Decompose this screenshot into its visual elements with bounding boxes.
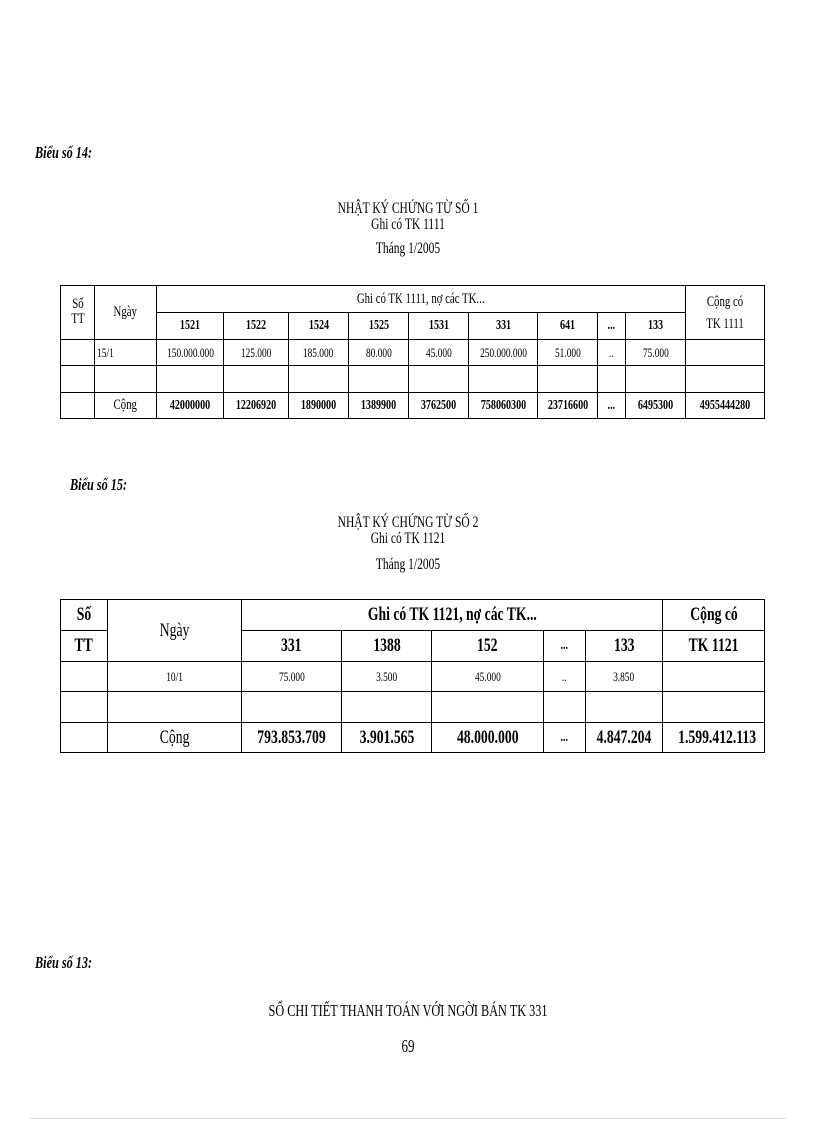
header-group: Ghi có TK 1111, nợ các TK... (157, 286, 686, 313)
header-account: 133 (626, 313, 686, 340)
cell: 45.000 (409, 340, 469, 366)
header-account: ... (544, 631, 586, 662)
bieu-13-label: Biểu số 13: (35, 953, 93, 972)
cell: 12206920 (224, 393, 289, 419)
header-account: 1521 (157, 313, 224, 340)
bieu-13-title: SỔ CHI TIẾT THANH TOÁN VỚI NGỜI BÁN TK 331 (268, 1001, 548, 1020)
header-account: 1531 (409, 313, 469, 340)
cell: 15/1 (95, 340, 157, 366)
cell: 1389900 (349, 393, 409, 419)
bieu-15-label: Biểu số 15: (70, 475, 128, 494)
journal-table-1 (60, 285, 765, 419)
header-account: 1388 (342, 631, 432, 662)
header-cong-co-tk: TK 1121 (663, 631, 765, 662)
header-cong-co: Cộng có TK 1111 (686, 286, 765, 340)
bieu-15-month: Tháng 1/2005 (375, 556, 441, 573)
header-so: Số (61, 600, 108, 631)
cell: 758060300 (469, 393, 538, 419)
cell: 4.847.204 (586, 723, 663, 753)
cell: 23716600 (538, 393, 598, 419)
cell (61, 340, 95, 366)
header-account: 1525 (349, 313, 409, 340)
cell: 185.000 (289, 340, 349, 366)
cell: 3.500 (342, 662, 432, 692)
header-account: 641 (538, 313, 598, 340)
cell: 6495300 (626, 393, 686, 419)
table-row-total (61, 393, 765, 419)
bieu-15-title: NHẬT KÝ CHỨNG TỪ SỐ 2 (337, 514, 479, 531)
cell: 1.599.412.113 (663, 723, 765, 753)
table-row-empty (61, 692, 765, 723)
header-account: 1522 (224, 313, 289, 340)
table-row (61, 340, 765, 366)
table-row-total (61, 723, 765, 753)
header-cong-co: Cộng có (663, 600, 765, 631)
cell (686, 340, 765, 366)
cell: 1890000 (289, 393, 349, 419)
cell: ... (598, 393, 626, 419)
header-so-tt: Số TT (61, 286, 95, 340)
cell: 150.000.000 (157, 340, 224, 366)
bieu-15-subtitle: Ghi có TK 1121 (370, 530, 446, 547)
bieu-14-title: NHẬT KÝ CHỨNG TỪ SỐ 1 (337, 200, 479, 217)
header-account: 1524 (289, 313, 349, 340)
table-row (61, 662, 765, 692)
cell: 48.000.000 (432, 723, 544, 753)
cell: 75.000 (242, 662, 342, 692)
table-row-empty (61, 366, 765, 393)
journal-table-2 (60, 599, 765, 753)
header-account: 133 (586, 631, 663, 662)
cell: 51.000 (538, 340, 598, 366)
cell: .. (598, 340, 626, 366)
page-divider (30, 1118, 786, 1119)
header-account: 331 (469, 313, 538, 340)
cell: 42000000 (157, 393, 224, 419)
cell: 3.901.565 (342, 723, 432, 753)
header-account: ... (598, 313, 626, 340)
cell: 3.850 (586, 662, 663, 692)
header-account: 331 (242, 631, 342, 662)
cell: 793.853.709 (242, 723, 342, 753)
cell: 80.000 (349, 340, 409, 366)
bieu-14-month: Tháng 1/2005 (375, 240, 441, 257)
header-account: 152 (432, 631, 544, 662)
header-tt: TT (61, 631, 108, 662)
cell: ... (544, 723, 586, 753)
header-ngay: Ngày (95, 286, 157, 340)
cell: 45.000 (432, 662, 544, 692)
total-label: Cộng (108, 723, 242, 753)
cell: 4955444280 (686, 393, 765, 419)
cell: 10/1 (108, 662, 242, 692)
page-number: 69 (401, 1036, 415, 1056)
total-label: Cộng (95, 393, 157, 419)
cell: 125.000 (224, 340, 289, 366)
cell: 250.000.000 (469, 340, 538, 366)
cell: .. (544, 662, 586, 692)
bieu-14-subtitle: Ghi có TK 1111 (371, 216, 445, 233)
cell: 75.000 (626, 340, 686, 366)
header-ngay: Ngày (108, 600, 242, 662)
bieu-14-label: Biểu số 14: (35, 143, 93, 162)
header-group: Ghi có TK 1121, nợ các TK... (242, 600, 663, 631)
cell: 3762500 (409, 393, 469, 419)
